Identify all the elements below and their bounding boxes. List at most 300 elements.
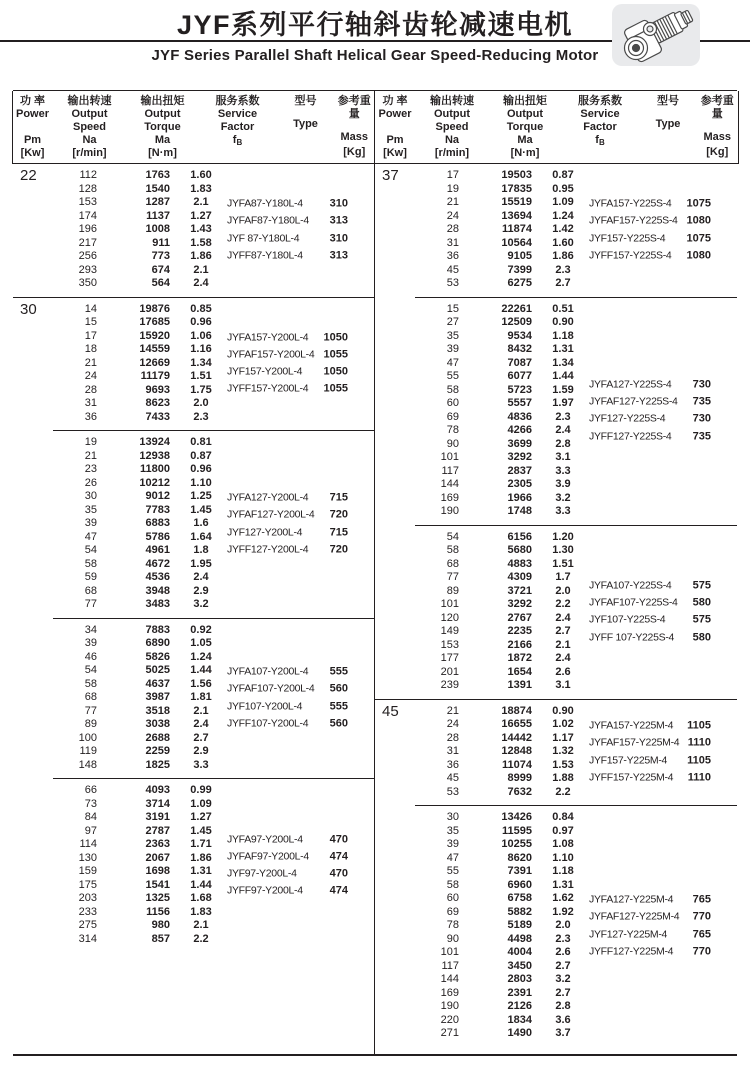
torque-cell: 14442 (501, 731, 532, 744)
factor-cell: 3.2 (555, 973, 571, 985)
tables (13, 90, 737, 1056)
model-list (589, 196, 711, 265)
power-cell-empty (375, 465, 411, 479)
torque-cell: 19876 (139, 302, 170, 315)
speed-cell: 34 (84, 623, 97, 636)
power-cell-empty (13, 571, 49, 585)
header-power-unit: [Kw] (20, 147, 45, 159)
torque-cell: 18874 (501, 704, 532, 717)
speed-cell: 84 (84, 811, 97, 823)
factor-cell: 3.3 (555, 505, 571, 517)
torque-cell: 4309 (507, 571, 532, 583)
header-power-en: Power (15, 108, 49, 120)
factor-cell: 2.1 (193, 196, 209, 208)
torque-cell: 2391 (507, 986, 532, 999)
mass-cell: 310 (329, 232, 348, 245)
type-cell: JYFF127-Y225M-4 (589, 945, 674, 958)
page-title: JYF系列平行轴斜齿轮减速电机 (176, 10, 574, 40)
torque-cell: 1966 (507, 491, 532, 504)
factor-cell: 0.51 (552, 302, 574, 315)
type-cell: JYFAF157-Y200L-4 (227, 348, 315, 361)
torque-cell: 3518 (145, 704, 170, 717)
table-row (13, 558, 374, 572)
header-mass (697, 95, 738, 163)
model-row (227, 329, 348, 346)
factor-cell: 1.71 (190, 838, 212, 850)
power-cell-empty (375, 919, 411, 933)
speed-cell: 174 (78, 209, 97, 222)
model-row (589, 411, 711, 428)
power-cell-empty (375, 303, 411, 317)
header-factor-en2: Factor (220, 121, 255, 133)
mass-cell: 1055 (323, 382, 348, 395)
power-cell-empty (13, 598, 49, 612)
factor-cell: 1.95 (190, 557, 212, 570)
factor-cell: 2.1 (193, 263, 209, 276)
header-type-en: Type (655, 118, 681, 130)
model-row (589, 595, 711, 612)
torque-cell: 5680 (507, 544, 532, 556)
type-cell: JYFA157-Y225M-4 (589, 719, 674, 732)
speed-cell: 15 (446, 302, 459, 315)
power-cell-empty (375, 571, 411, 585)
header-power-cn: 功 率 (19, 95, 46, 107)
speed-cell: 14 (84, 302, 97, 315)
factor-cell: 2.4 (555, 611, 571, 624)
torque-cell: 5025 (145, 664, 170, 676)
speed-cell: 39 (84, 517, 97, 529)
table-row (375, 987, 737, 1001)
power-cell-empty (13, 732, 49, 746)
power-cell-empty (375, 679, 411, 693)
header-torque-symbol: Ma (517, 134, 533, 146)
factor-cell: 1.44 (552, 370, 574, 382)
model-row (589, 428, 711, 445)
speed-cell: 47 (446, 851, 459, 864)
factor-cell: 1.31 (552, 343, 574, 355)
speed-cell: 27 (446, 316, 459, 328)
speed-cell: 53 (446, 277, 459, 289)
factor-cell: 0.81 (190, 436, 212, 448)
power-cell-empty (13, 370, 49, 384)
mass-cell: 470 (329, 833, 348, 846)
table-row (13, 169, 374, 183)
power-cell-empty (375, 1027, 411, 1041)
torque-cell: 15920 (139, 329, 170, 342)
model-list (227, 196, 348, 265)
torque-cell: 7433 (145, 410, 170, 423)
speed-cell: 28 (84, 383, 97, 396)
header-mass-cn: 参考重量 (700, 95, 734, 120)
torque-cell: 1490 (507, 1027, 532, 1039)
header-torque-unit: [N·m] (510, 147, 540, 159)
factor-cell: 2.7 (193, 731, 209, 744)
header-torque-en2: Torque (506, 121, 544, 133)
table-row (13, 811, 374, 825)
power-cell-empty (375, 745, 411, 759)
power-cell-empty (375, 960, 411, 974)
table-row (13, 463, 374, 477)
torque-cell: 9534 (507, 329, 532, 342)
torque-cell: 5826 (145, 650, 170, 663)
speed-cell: 201 (440, 665, 459, 678)
torque-cell: 3948 (145, 584, 170, 597)
power-cell-empty (13, 705, 49, 719)
model-row (227, 681, 348, 698)
power-cell-empty (375, 210, 411, 224)
factor-cell: 0.97 (552, 824, 574, 837)
mass-cell: 720 (329, 509, 348, 522)
torque-cell: 8999 (507, 772, 532, 784)
model-list (589, 718, 711, 787)
factor-cell: 1.42 (552, 223, 574, 235)
table-row (375, 277, 737, 291)
speed-cell: 58 (446, 544, 459, 556)
mass-cell: 560 (329, 717, 348, 730)
torque-cell: 1156 (146, 905, 170, 918)
table-row (375, 343, 737, 357)
type-cell: JYFF127-Y200L-4 (227, 543, 309, 556)
power-cell-empty (13, 678, 49, 692)
power-cell-empty (13, 411, 49, 425)
power-cell-empty (375, 718, 411, 732)
type-cell: JYFF157-Y225M-4 (589, 771, 674, 784)
torque-cell: 4672 (145, 557, 170, 570)
header-factor-cn: 服务系数 (578, 95, 622, 107)
speed-cell: 101 (440, 946, 459, 958)
torque-cell: 5189 (507, 919, 532, 931)
speed-cell: 175 (78, 878, 97, 891)
model-row (589, 909, 711, 926)
power-cell-empty (13, 223, 49, 237)
speed-cell: 19 (84, 436, 97, 448)
model-row (227, 831, 348, 848)
speed-cell: 31 (446, 236, 459, 249)
torque-cell: 17685 (139, 316, 170, 328)
power-cell-empty (13, 343, 49, 357)
model-row (589, 926, 711, 943)
header-power (13, 95, 53, 163)
factor-cell: 1.44 (190, 664, 212, 676)
torque-cell: 16655 (501, 718, 532, 730)
mass-cell: 765 (692, 928, 711, 941)
model-row (589, 943, 711, 960)
factor-cell: 2.9 (193, 584, 209, 597)
factor-cell: 1.53 (552, 758, 574, 771)
model-row (589, 394, 711, 411)
power-cell-empty (13, 463, 49, 477)
speed-cell: 68 (84, 584, 97, 597)
torque-cell: 1540 (145, 182, 170, 195)
torque-cell: 8432 (507, 343, 532, 355)
factor-cell: 1.18 (552, 329, 574, 342)
product-logo (612, 4, 700, 66)
power-cell-empty (13, 691, 49, 705)
table-row (375, 1000, 737, 1014)
torque-cell: 3987 (145, 691, 170, 703)
table-row (13, 436, 374, 450)
speed-cell: 31 (446, 745, 459, 757)
model-row (227, 883, 348, 900)
table-row (375, 1027, 737, 1041)
power-cell-empty (13, 624, 49, 638)
speed-cell: 69 (446, 905, 459, 918)
data-block (375, 526, 737, 699)
type-cell: JYFF157-Y225S-4 (589, 249, 672, 262)
factor-cell: 2.2 (555, 785, 571, 798)
factor-cell: 1.7 (555, 571, 571, 583)
mass-cell: 310 (329, 197, 348, 210)
header-power-cn: 功 率 (382, 95, 408, 107)
speed-cell: 130 (78, 851, 97, 864)
speed-cell: 21 (84, 449, 97, 462)
power-cell-empty (13, 825, 49, 839)
speed-cell: 190 (440, 505, 459, 517)
speed-cell: 66 (84, 784, 97, 796)
torque-cell: 2067 (145, 851, 170, 864)
factor-cell: 1.56 (190, 677, 212, 690)
power-cell-empty (13, 450, 49, 464)
torque-cell: 4637 (145, 677, 170, 690)
torque-cell: 7783 (145, 503, 170, 516)
mass-cell: 470 (329, 867, 348, 880)
header-factor-symbol (595, 134, 604, 149)
factor-cell: 1.64 (190, 530, 212, 543)
power-cell-empty (13, 759, 49, 773)
table-row (13, 316, 374, 330)
factor-cell: 3.9 (555, 478, 571, 490)
model-row (589, 612, 711, 629)
mass-cell: 730 (692, 378, 711, 391)
speed-cell: 28 (446, 731, 459, 744)
factor-cell: 0.96 (190, 463, 212, 475)
table-row (375, 702, 737, 720)
speed-cell: 120 (440, 611, 459, 624)
header-factor-cn: 服务系数 (215, 95, 260, 107)
header-speed-unit: [r/min] (72, 147, 107, 159)
model-list (227, 490, 348, 559)
speed-cell: 55 (446, 865, 459, 877)
type-cell: JYFF127-Y225S-4 (589, 430, 672, 443)
power-cell-empty (13, 838, 49, 852)
power-cell-empty (13, 585, 49, 599)
power-cell-empty (13, 544, 49, 558)
torque-cell: 1654 (507, 665, 532, 678)
power-cell-empty (375, 316, 411, 330)
header-type (639, 95, 697, 163)
power-cell-empty (375, 759, 411, 773)
power-cell-empty (375, 906, 411, 920)
power-cell-empty (13, 357, 49, 371)
power-cell-empty (375, 531, 411, 545)
page-subtitle: JYF Series Parallel Shaft Helical Gear Speed-Reducing Motor (151, 47, 599, 64)
mass-cell: 1075 (686, 232, 711, 245)
speed-cell: 47 (84, 530, 97, 543)
mass-cell: 313 (329, 215, 348, 228)
torque-cell: 564 (151, 277, 170, 289)
factor-cell: 1.10 (190, 476, 212, 489)
speed-cell: 169 (440, 491, 459, 504)
table-row (375, 865, 737, 879)
table-row (375, 544, 737, 558)
model-row (589, 735, 711, 752)
table-row (13, 798, 374, 812)
factor-cell: 1.05 (190, 637, 212, 649)
data-block (13, 779, 374, 952)
torque-cell: 4004 (507, 946, 532, 958)
header-factor (561, 95, 639, 163)
factor-cell: 1.59 (552, 383, 574, 396)
factor-cell: 1.20 (552, 530, 574, 543)
mass-cell: 580 (692, 596, 711, 609)
power-cell-empty (13, 558, 49, 572)
torque-cell: 2166 (507, 638, 532, 651)
data-block (375, 298, 737, 525)
power-cell-empty (375, 237, 411, 251)
factor-cell: 1.83 (190, 182, 212, 195)
speed-cell: 30 (446, 811, 459, 823)
power-cell-empty (375, 987, 411, 1001)
speed-cell: 148 (78, 758, 97, 771)
factor-cell: 1.86 (190, 851, 212, 864)
torque-cell: 4498 (507, 932, 532, 945)
torque-cell: 8623 (145, 397, 170, 409)
factor-cell: 2.8 (555, 1000, 571, 1012)
factor-cell: 0.96 (190, 316, 212, 328)
table-column-left (13, 91, 375, 1054)
factor-cell: 1.62 (552, 892, 574, 904)
factor-cell: 0.90 (552, 316, 574, 328)
factor-cell: 1.06 (190, 329, 212, 342)
factor-cell: 2.0 (555, 919, 571, 931)
mass-cell: 770 (692, 945, 711, 958)
speed-cell: 54 (84, 544, 97, 556)
type-cell: JYF107-Y225S-4 (589, 614, 666, 626)
header-factor-symbol (233, 134, 242, 149)
model-row (227, 848, 348, 865)
type-cell: JYF107-Y200L-4 (227, 700, 303, 713)
model-row (589, 247, 711, 264)
power-cell-empty (375, 451, 411, 465)
torque-cell: 11874 (502, 223, 532, 235)
torque-cell: 10255 (501, 838, 532, 850)
power-value: 22 (20, 167, 37, 184)
torque-cell: 3292 (507, 451, 532, 463)
speed-cell: 45 (446, 772, 459, 784)
power-cell-empty (13, 183, 49, 197)
model-row (589, 752, 711, 769)
power-cell-empty (13, 237, 49, 251)
power-cell-empty (375, 933, 411, 947)
power-cell-empty (13, 384, 49, 398)
table-row (13, 906, 374, 920)
gear-motor-icon (617, 7, 695, 63)
factor-cell: 0.85 (190, 302, 212, 315)
torque-cell: 1834 (507, 1013, 532, 1026)
power-cell-empty (375, 277, 411, 291)
torque-cell: 857 (151, 932, 170, 945)
power-cell-empty (13, 852, 49, 866)
header-type-en: Type (293, 118, 318, 130)
factor-cell: 1.08 (552, 838, 574, 850)
factor-cell: 1.60 (190, 169, 212, 181)
torque-cell: 5557 (507, 397, 532, 409)
type-cell: JYF97-Y200L-4 (227, 867, 297, 880)
mass-cell: 1080 (686, 249, 711, 262)
speed-cell: 89 (84, 718, 97, 730)
speed-cell: 97 (84, 824, 97, 837)
speed-cell: 69 (446, 410, 459, 423)
table-row (375, 505, 737, 519)
factor-cell: 2.2 (193, 932, 209, 945)
torque-cell: 7391 (507, 865, 532, 877)
power-cell-empty (375, 732, 411, 746)
power-cell-empty (375, 666, 411, 680)
factor-cell: 1.27 (190, 209, 212, 222)
type-cell: JYFAF87-Y180L-4 (227, 215, 309, 228)
torque-cell: 1825 (145, 758, 170, 771)
type-cell: JYFAF107-Y200L-4 (227, 683, 315, 696)
power-cell-empty (13, 477, 49, 491)
table-row (375, 451, 737, 465)
table-row (375, 303, 737, 317)
speed-cell: 35 (84, 503, 97, 516)
speed-cell: 350 (78, 277, 97, 289)
model-row (227, 247, 348, 264)
table-row (13, 277, 374, 291)
power-cell-empty (375, 639, 411, 653)
torque-cell: 5882 (507, 905, 532, 918)
torque-cell: 2235 (507, 625, 532, 637)
power-cell-empty (13, 664, 49, 678)
torque-cell: 15519 (501, 196, 532, 208)
table-row (375, 1014, 737, 1028)
speed-cell: 58 (446, 878, 459, 891)
table-row (375, 852, 737, 866)
speed-cell: 153 (440, 638, 459, 651)
speed-cell: 153 (78, 196, 97, 208)
factor-cell: 1.86 (190, 250, 212, 262)
torque-cell: 9105 (507, 250, 532, 262)
table-row (13, 919, 374, 933)
factor-cell: 1.81 (190, 691, 212, 703)
speed-cell: 100 (78, 731, 97, 744)
model-row (227, 664, 348, 681)
power-cell-empty (13, 504, 49, 518)
header-type-cn: 型号 (657, 95, 679, 107)
table-row (375, 825, 737, 839)
mass-cell: 715 (329, 491, 348, 504)
speed-cell: 233 (78, 905, 97, 918)
type-cell: JYF127-Y225S-4 (589, 413, 666, 425)
torque-cell: 6960 (507, 878, 532, 891)
model-row (589, 578, 711, 595)
torque-cell: 2363 (145, 838, 170, 850)
header-mass-cn: 参考重量 (337, 95, 371, 120)
factor-cell: 1.25 (190, 490, 212, 502)
power-cell-empty (375, 865, 411, 879)
power-value: 37 (382, 167, 399, 184)
header-power-symbol: Pm (23, 134, 42, 146)
speed-cell: 293 (78, 263, 97, 276)
header-speed (415, 95, 489, 163)
speed-cell: 58 (84, 557, 97, 570)
data-block (13, 298, 374, 431)
speed-cell: 169 (440, 986, 459, 999)
speed-cell: 73 (84, 797, 97, 810)
type-cell: JYF157-Y200L-4 (227, 365, 303, 378)
speed-cell: 220 (440, 1013, 459, 1026)
